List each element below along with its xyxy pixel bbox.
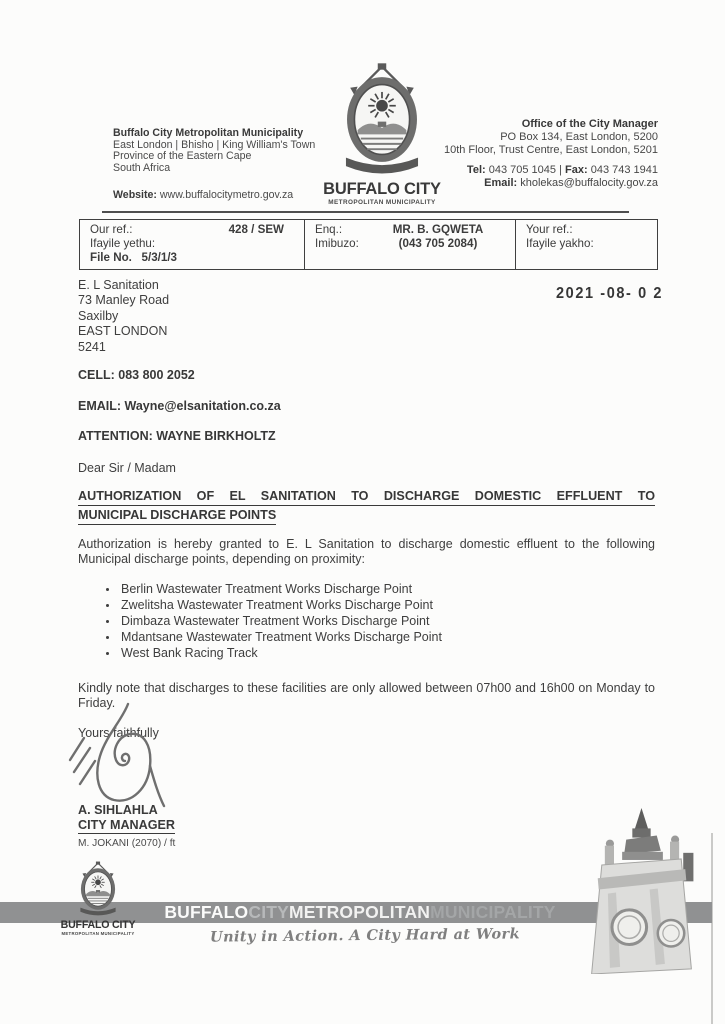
municipal-crest-icon xyxy=(329,60,435,179)
recipient-line: Saxilby xyxy=(78,308,119,323)
website-label: Website: xyxy=(113,189,157,202)
footer-crest-subtitle: METROPOLITAN MUNICIPALITY xyxy=(61,931,135,936)
list-item: • West Bank Racing Track xyxy=(119,645,638,661)
list-item: • Berlin Wastewater Treatment Works Discharge Point xyxy=(119,581,638,597)
subject-line-1: AUTHORIZATION OF EL SANITATION TO DISCHARGE DOMESTIC EFFLUENT TO xyxy=(78,488,655,506)
your-ref-label: Your ref.: xyxy=(526,223,573,236)
drafter-reference: M. JOKANI (2070) / ft xyxy=(78,838,176,849)
separator: | xyxy=(559,163,562,176)
banner-word-municipality: MUNICIPALITY xyxy=(430,902,556,922)
our-ref-label-xh: Ifayile yethu: xyxy=(90,236,156,250)
our-ref-value: 428 / SEW xyxy=(228,223,284,236)
enquiries-grid xyxy=(315,223,507,251)
email-label: Email: xyxy=(484,176,518,189)
file-no-value: 5/3/1/3 xyxy=(141,250,178,264)
municipality-address-block xyxy=(113,128,315,202)
city-hall-tower-image xyxy=(588,806,696,974)
footer-crest-block xyxy=(42,860,154,936)
list-item: • Zwelitsha Wastewater Treatment Works Discharge Point xyxy=(119,597,638,613)
paragraph-hours: Kindly note that discharges to these facilities are only allowed between 07h00 and 16h00 on Monday to Friday. xyxy=(78,681,655,711)
office-email-line xyxy=(444,177,658,190)
header-divider xyxy=(102,211,629,213)
office-tel-fax-line xyxy=(444,164,658,177)
website-url: www.buffalocitymetro.gov.za xyxy=(159,189,294,202)
municipality-towns: East London | Bhisho | King William's Town xyxy=(113,138,316,151)
tel-label: Tel: xyxy=(466,163,486,176)
date-received-stamp: 2021 -08- 0 2 xyxy=(556,285,664,303)
email-address: kholekas@buffalocity.gov.za xyxy=(520,176,658,189)
subject-line-2: MUNICIPAL DISCHARGE POINTS xyxy=(78,507,276,525)
enq-phone: (043 705 2084) xyxy=(398,236,478,250)
cell-number-line: CELL: 083 800 2052 xyxy=(78,368,195,382)
scan-edge-artifact xyxy=(711,833,713,1024)
discharge-points-list xyxy=(78,581,638,661)
imibuzo-label: Imibuzo: xyxy=(315,236,359,250)
subject-heading xyxy=(78,488,655,525)
file-no-label: File No. xyxy=(90,250,132,264)
file-no-row xyxy=(90,251,296,265)
crest-subtitle: METROPOLITAN MUNICIPALITY xyxy=(328,199,436,206)
our-ref-row xyxy=(90,223,296,237)
recipient-address xyxy=(78,278,169,355)
enq-label: Enq.: xyxy=(315,223,343,236)
banner-word-metropolitan: METROPOLITAN xyxy=(289,902,431,922)
office-address: 10th Floor, Trust Centre, East London, 5201 xyxy=(443,144,658,157)
header-crest-block xyxy=(316,60,448,206)
recipient-line: EAST LONDON xyxy=(78,324,168,339)
list-item: • Mdantsane Wastewater Treatment Works Discharge Point xyxy=(119,629,638,645)
recipient-line: 5241 xyxy=(78,339,106,354)
footer-crest-title: BUFFALO CITY xyxy=(60,919,136,931)
crest-title: BUFFALO CITY xyxy=(323,180,441,198)
banner-word-city: CITY xyxy=(248,902,290,922)
our-ref-label: Our ref.: xyxy=(90,223,133,236)
list-item: • Dimbaza Wastewater Treatment Works Discharge Point xyxy=(119,613,638,629)
banner-word-buffalo: BUFFALO xyxy=(164,902,249,922)
reference-table xyxy=(79,219,658,270)
our-ref-cell xyxy=(80,220,305,269)
enq-name: MR. B. GQWETA xyxy=(392,223,484,236)
enquiries-cell xyxy=(305,220,516,269)
your-ref-cell xyxy=(516,220,657,269)
salutation: Dear Sir / Madam xyxy=(78,461,176,475)
municipal-crest-icon xyxy=(72,860,124,918)
fax-number: 043 743 1941 xyxy=(590,163,658,176)
closing-line: Yours faithfully xyxy=(78,726,159,740)
handwritten-signature xyxy=(56,698,186,816)
your-ref-label-xh: Ifayile yakho: xyxy=(526,236,594,250)
municipality-name: Buffalo City Metropolitan Municipality xyxy=(113,127,304,139)
office-address-block xyxy=(444,118,658,190)
office-title: Office of the City Manager xyxy=(521,118,658,130)
fax-label: Fax: xyxy=(565,163,588,176)
paragraph-authorization: Authorization is hereby granted to E. L Sanitation to discharge domestic effluent to the following Municipal discharge points, depending on proximity: xyxy=(78,537,655,567)
signatory-block xyxy=(78,803,175,851)
municipality-country: South Africa xyxy=(113,161,171,174)
signatory-title: CITY MANAGER xyxy=(78,818,176,832)
office-pobox: PO Box 134, East London, 5200 xyxy=(500,131,658,144)
recipient-line: 73 Manley Road xyxy=(78,293,170,308)
signatory-name: A. SIHLAHLA xyxy=(78,803,158,817)
recipient-line: E. L Sanitation xyxy=(78,278,159,292)
motto-tagline: Unity in Action. A City Hard at Work xyxy=(209,925,521,946)
recipient-email-line: EMAIL: Wayne@elsanitation.co.za xyxy=(78,399,281,413)
municipality-province: Province of the Eastern Cape xyxy=(113,150,252,163)
tel-number: 043 705 1045 xyxy=(488,163,557,176)
website-line xyxy=(113,190,315,202)
attention-line: ATTENTION: WAYNE BIRKHOLTZ xyxy=(78,429,276,443)
